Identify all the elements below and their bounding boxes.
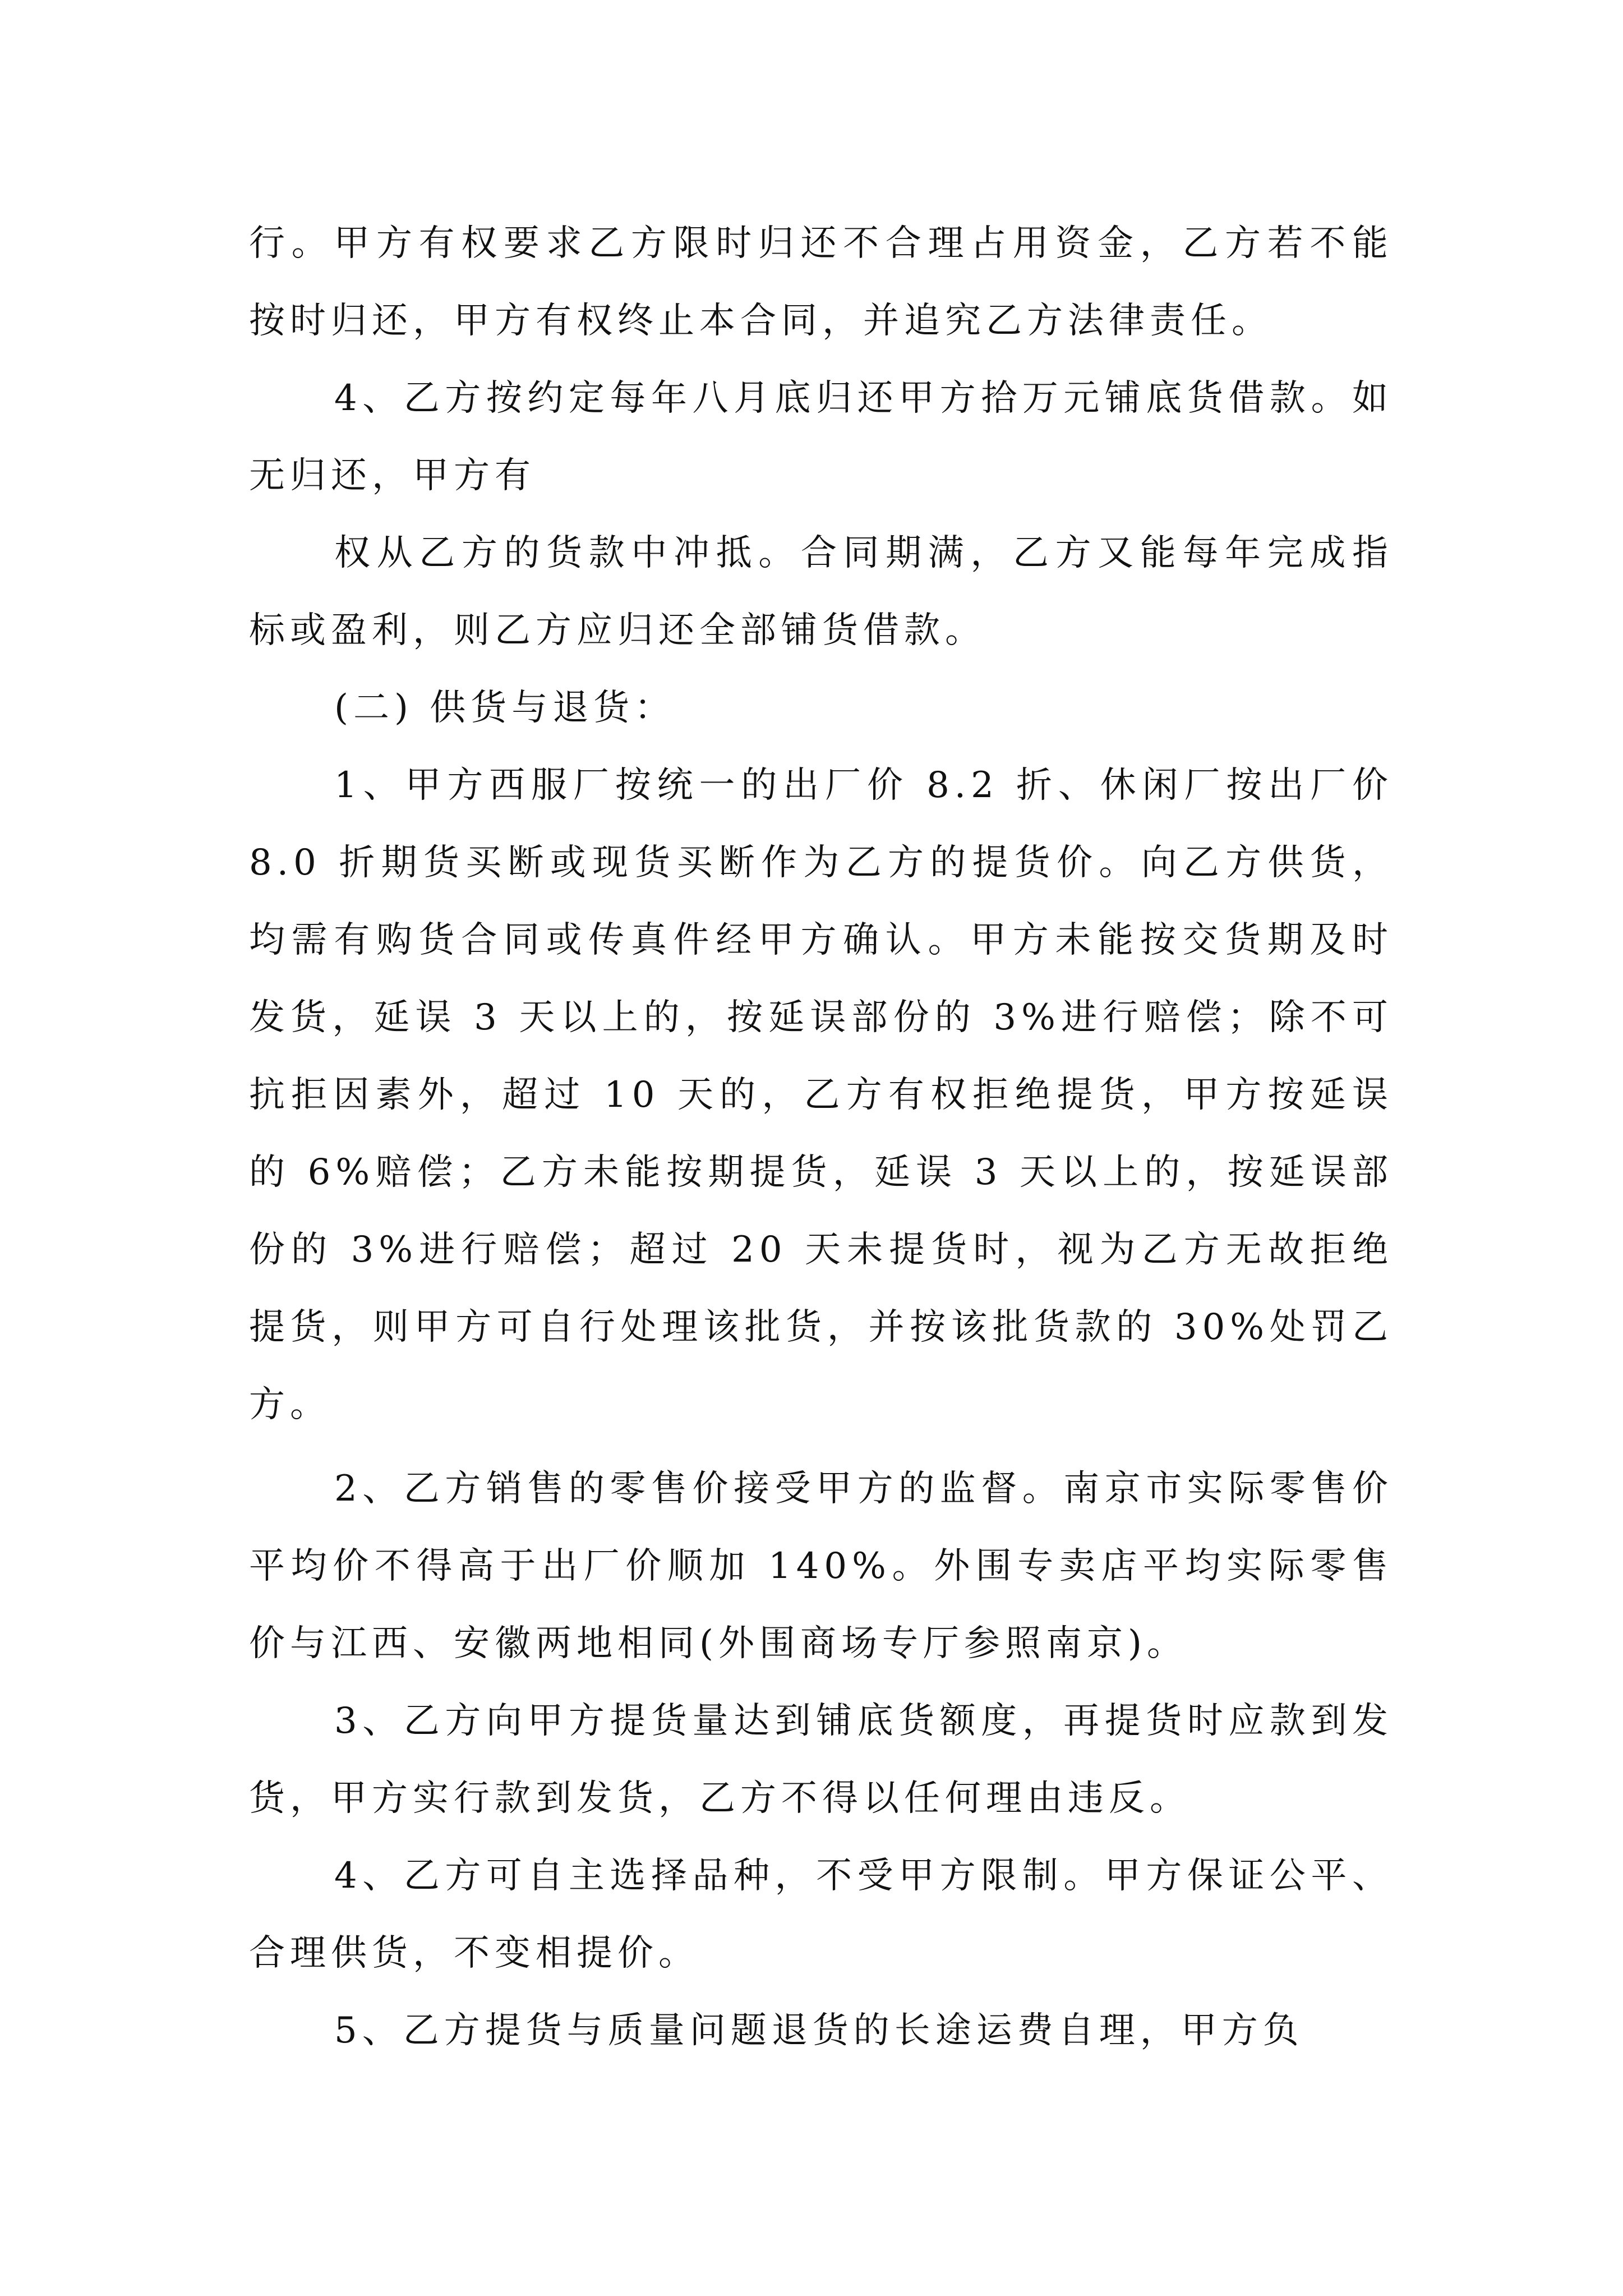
body-text (249, 205, 1393, 2069)
paragraph-supply-clause-4: 4、乙方可自主选择品种，不受甲方限制。甲方保证公平、合理供货，不变相提价。 (249, 1855, 1393, 1974)
paragraph-supply-clause-1: 1、甲方西服厂按统一的出厂价 8.2 折、休闲厂按出厂价 8.0 折期货买断或现货买断作为乙方的提货价。向乙方供货，均需有购货合同或传真件经甲方确认。甲方未能按交货期及时发货，延误 3 天以上的，按延误部份的 3%进行赔偿；除不可抗拒因素外，超过 10 天的，乙方有权拒绝提货，甲方按延误的 6%赔偿；乙方未能按期提货，延误 3 天以上的，按延误部份的 3%进行赔偿；超过 20 天未提货时，视为乙方无故拒绝提货，则甲方可自行处理该批货，并按该批货款的 30%处罚乙方。 (249, 765, 1393, 1425)
paragraph-repayment-terms: 行。甲方有权要求乙方限时归还不合理占用资金，乙方若不能按时归还，甲方有权终止本合同，并追究乙方法律责任。 (249, 223, 1393, 342)
paragraph-offset-clause: 权从乙方的货款中冲抵。合同期满，乙方又能每年完成指标或盈利，则乙方应归还全部铺货借款。 (249, 532, 1393, 651)
paragraph-supply-clause-3: 3、乙方向甲方提货量达到铺底货额度，再提货时应款到发货，甲方实行款到发货，乙方不得以任何理由违反。 (249, 1700, 1393, 1819)
paragraph-clause-4: 4、乙方按约定每年八月底归还甲方拾万元铺底货借款。如无归还，甲方有 (249, 378, 1393, 496)
paragraph-supply-clause-5: 5、乙方提货与质量问题退货的长途运费自理，甲方负 (334, 2010, 1304, 2051)
section-heading-supply-return: (二) 供货与退货： (334, 687, 676, 729)
paragraph-supply-clause-2: 2、乙方销售的零售价接受甲方的监督。南京市实际零售价平均价不得高于出厂价顺加 140%。外围专卖店平均实际零售价与江西、安徽两地相同(外围商场专厅参照南京)。 (249, 1468, 1393, 1664)
